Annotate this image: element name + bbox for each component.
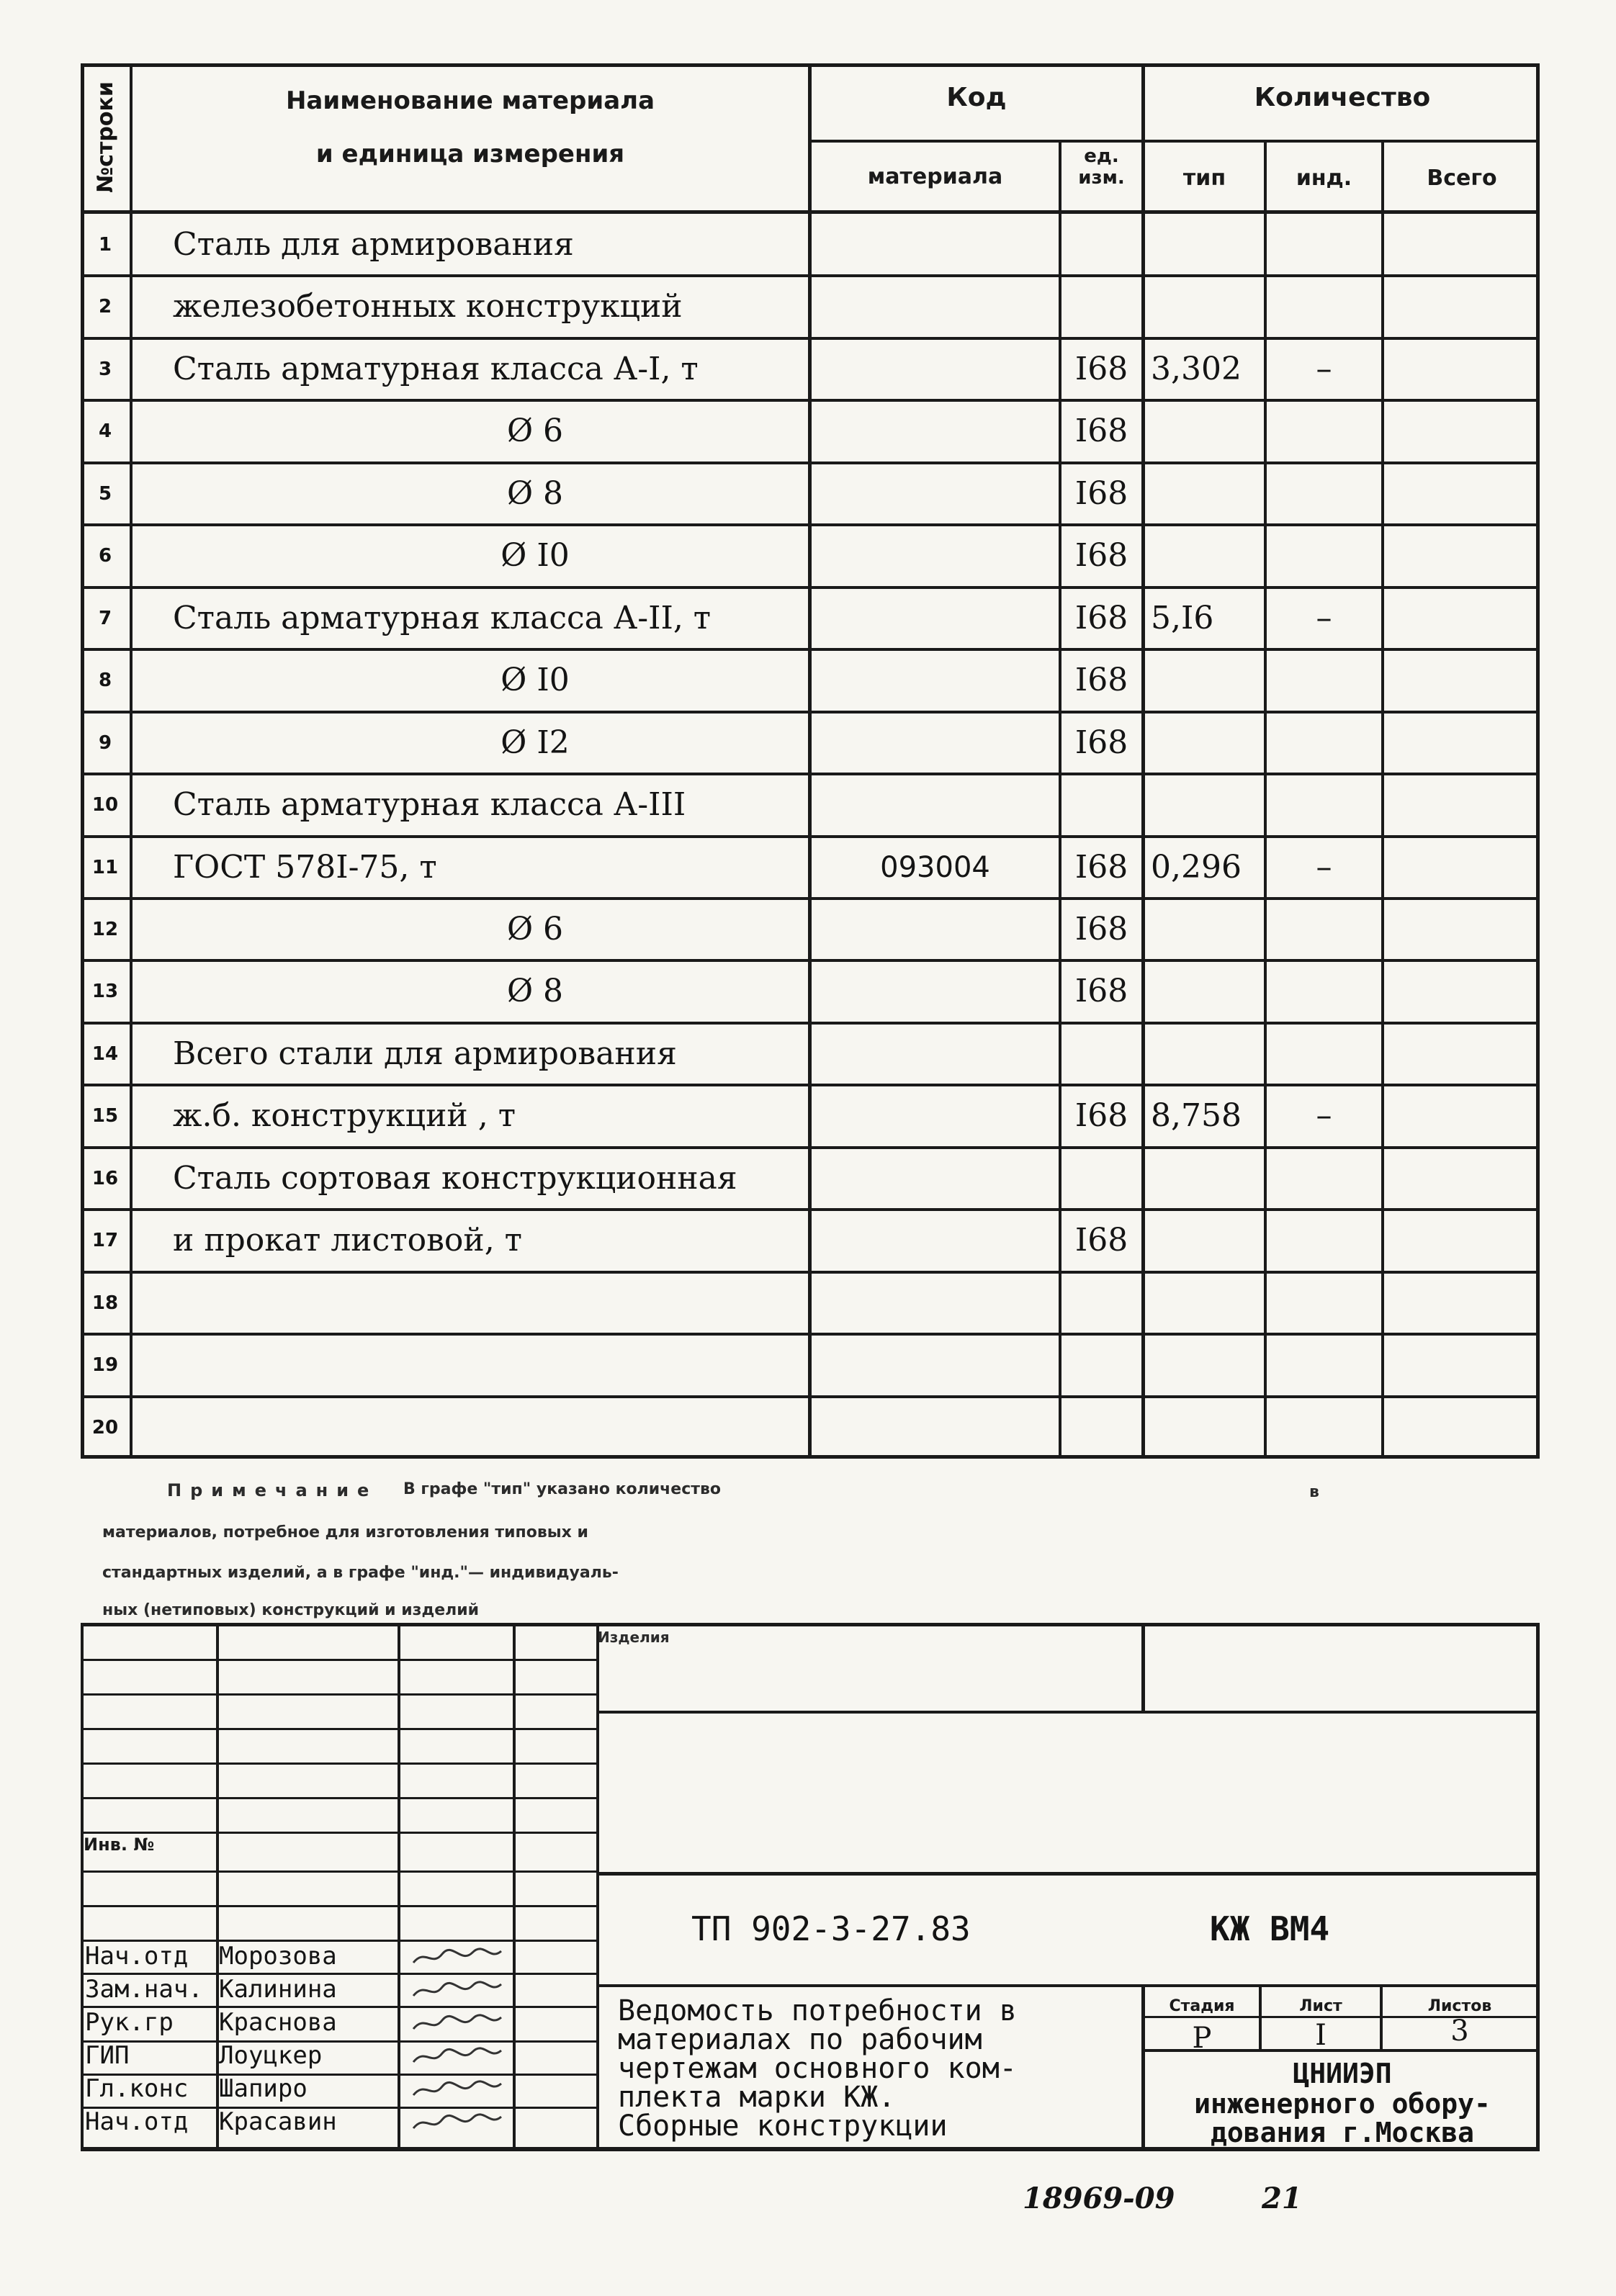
material-name: Сталь арматурная класса А-II, т bbox=[173, 599, 712, 636]
signer-name: Лоуцкер bbox=[219, 2041, 323, 2070]
document-title-line-5: Сборные конструкции bbox=[618, 2110, 948, 2143]
row-line bbox=[808, 140, 1540, 143]
grid-line bbox=[81, 1623, 84, 2151]
grid-line bbox=[81, 1728, 596, 1730]
signer-name: Шапиро bbox=[219, 2074, 308, 2103]
material-code bbox=[812, 276, 1059, 338]
qty-total bbox=[1384, 1023, 1540, 1085]
note-stray-mark: в bbox=[1309, 1483, 1319, 1501]
code-header: Код bbox=[946, 83, 1007, 112]
qty-ind bbox=[1267, 463, 1381, 525]
qty-total bbox=[1384, 214, 1540, 276]
qty-total bbox=[1384, 837, 1540, 899]
inv-number-label: Инв. № bbox=[84, 1834, 155, 1855]
material-name: Ø I0 bbox=[500, 537, 570, 575]
code-material-header: материала bbox=[867, 164, 1003, 189]
grid-line bbox=[81, 1905, 596, 1907]
material-code bbox=[812, 525, 1059, 587]
note-line-2: материалов, потребное для изготовления типовых и bbox=[102, 1523, 588, 1541]
grid-line bbox=[81, 1762, 596, 1765]
unit-code: I68 bbox=[1074, 599, 1128, 636]
material-code bbox=[812, 899, 1059, 960]
qty-type bbox=[1145, 1210, 1264, 1271]
signer-role: ГИП bbox=[85, 2041, 130, 2070]
qty-total bbox=[1384, 400, 1540, 462]
qty-type-header: тип bbox=[1182, 166, 1226, 191]
qty-type: 5,I6 bbox=[1151, 599, 1214, 636]
qty-total bbox=[1384, 649, 1540, 711]
material-code: 093004 bbox=[880, 850, 990, 884]
row-number: 14 bbox=[91, 1043, 119, 1065]
qty-total-header: Всего bbox=[1427, 166, 1497, 191]
material-code bbox=[812, 1210, 1059, 1271]
qty-total bbox=[1384, 338, 1540, 400]
unit-code: I68 bbox=[1074, 662, 1128, 699]
unit-code bbox=[1061, 276, 1141, 338]
material-code bbox=[812, 1148, 1059, 1210]
qty-type bbox=[1145, 463, 1264, 525]
grid-line bbox=[81, 1693, 596, 1696]
grid-line bbox=[1141, 1623, 1145, 1711]
stage-value: Р bbox=[1192, 2022, 1212, 2055]
unit-code: I68 bbox=[1074, 1222, 1128, 1259]
unit-code: I68 bbox=[1074, 973, 1128, 1010]
qty-total bbox=[1384, 960, 1540, 1022]
material-code bbox=[812, 400, 1059, 462]
qty-type: 8,758 bbox=[1151, 1097, 1242, 1135]
row-number: 20 bbox=[91, 1416, 119, 1439]
grid-line bbox=[596, 1623, 599, 2151]
signer-role: Гл.конс bbox=[85, 2074, 189, 2103]
row-number: 10 bbox=[91, 794, 119, 816]
sheet-value: I bbox=[1315, 2019, 1327, 2052]
material-code bbox=[812, 649, 1059, 711]
unit-code bbox=[1061, 1272, 1141, 1334]
row-number: 4 bbox=[98, 420, 112, 443]
qty-ind bbox=[1267, 960, 1381, 1022]
unit-code bbox=[1061, 774, 1141, 836]
qty-type bbox=[1145, 400, 1264, 462]
qty-ind bbox=[1267, 1148, 1381, 1210]
signature-scribble bbox=[410, 1978, 504, 2002]
document-title-line-1: Ведомость потребности в bbox=[618, 1994, 1017, 2027]
qty-total bbox=[1384, 1148, 1540, 1210]
grid-line bbox=[81, 1659, 596, 1661]
material-name: Сталь сортовая конструкционная bbox=[173, 1159, 737, 1197]
qty-type bbox=[1145, 1272, 1264, 1334]
grid-line bbox=[596, 1984, 1540, 1987]
signer-role: Зам.нач. bbox=[85, 1975, 203, 2004]
qty-total bbox=[1384, 1397, 1540, 1459]
material-name: и прокат листовой, т bbox=[173, 1222, 523, 1259]
material-code bbox=[812, 1085, 1059, 1147]
material-name: ГОСТ 578I-75, т bbox=[173, 848, 437, 886]
qty-type bbox=[1145, 899, 1264, 960]
qty-ind: – bbox=[1316, 848, 1332, 886]
qty-ind bbox=[1267, 525, 1381, 587]
unit-code: I68 bbox=[1074, 413, 1128, 450]
qty-ind bbox=[1267, 400, 1381, 462]
qty-type bbox=[1145, 1023, 1264, 1085]
title-small-caption: Изделия bbox=[598, 1629, 670, 1646]
row-number: 16 bbox=[91, 1167, 119, 1189]
signature-scribble bbox=[410, 2045, 504, 2068]
qty-ind bbox=[1267, 1397, 1381, 1459]
qty-ind bbox=[1267, 1334, 1381, 1396]
qty-total bbox=[1384, 525, 1540, 587]
unit-code bbox=[1061, 1334, 1141, 1396]
sheet-label: Лист bbox=[1299, 1997, 1342, 2015]
material-code bbox=[812, 960, 1059, 1022]
material-name: Ø I2 bbox=[500, 724, 570, 761]
qty-total bbox=[1384, 899, 1540, 960]
material-name bbox=[133, 1397, 808, 1459]
organization-line-3: дования г.Москва bbox=[1210, 2117, 1475, 2148]
qty-total bbox=[1384, 587, 1540, 649]
qty-type bbox=[1145, 649, 1264, 711]
signer-name: Краснова bbox=[219, 2008, 337, 2037]
row-number: 6 bbox=[98, 545, 112, 567]
material-code bbox=[812, 712, 1059, 774]
signature-scribble bbox=[410, 1945, 504, 1968]
qty-total bbox=[1384, 1272, 1540, 1334]
qty-ind bbox=[1267, 899, 1381, 960]
sheets-label: Листов bbox=[1427, 1997, 1492, 2015]
note-line-4: ных (нетиповых) конструкций и изделий bbox=[102, 1601, 480, 1619]
signature-scribble bbox=[410, 2012, 504, 2035]
qty-type bbox=[1145, 774, 1264, 836]
stage-label: Стадия bbox=[1169, 1997, 1235, 2015]
row-number: 19 bbox=[91, 1354, 119, 1377]
qty-type bbox=[1145, 1397, 1264, 1459]
material-code bbox=[812, 338, 1059, 400]
grid-line bbox=[513, 1623, 516, 2151]
unit-code bbox=[1061, 1397, 1141, 1459]
qty-ind bbox=[1267, 214, 1381, 276]
qty-ind: – bbox=[1316, 350, 1332, 387]
grid-line bbox=[81, 1797, 596, 1799]
unit-code bbox=[1061, 214, 1141, 276]
material-name: Сталь для армирования bbox=[173, 226, 574, 263]
qty-total bbox=[1384, 276, 1540, 338]
unit-code: I68 bbox=[1074, 910, 1128, 947]
material-code bbox=[812, 463, 1059, 525]
unit-code: I68 bbox=[1074, 724, 1128, 761]
row-number: 12 bbox=[91, 918, 119, 940]
signer-role: Нач.отд bbox=[85, 1942, 189, 1971]
signature-scribble bbox=[410, 2111, 504, 2134]
signature-scribble bbox=[410, 2078, 504, 2101]
qty-total bbox=[1384, 463, 1540, 525]
quantity-header: Количество bbox=[1254, 83, 1431, 112]
qty-total bbox=[1384, 774, 1540, 836]
material-name: Ø I0 bbox=[500, 662, 570, 699]
material-name: железобетонных конструкций bbox=[173, 288, 683, 325]
qty-ind: – bbox=[1316, 1097, 1332, 1135]
grid-line bbox=[596, 1711, 1540, 1714]
organization-line-2: инженерного обору- bbox=[1194, 2088, 1491, 2120]
qty-ind bbox=[1267, 1023, 1381, 1085]
row-number: 2 bbox=[98, 296, 112, 318]
signer-name: Красавин bbox=[219, 2107, 337, 2136]
unit-code bbox=[1061, 1023, 1141, 1085]
row-number: 3 bbox=[98, 358, 112, 380]
unit-code: I68 bbox=[1074, 848, 1128, 886]
qty-ind: – bbox=[1316, 599, 1332, 636]
document-title-line-4: плекта марки КЖ. bbox=[618, 2081, 896, 2114]
grid-line bbox=[81, 1832, 596, 1834]
qty-total bbox=[1384, 1085, 1540, 1147]
note-line-1: В графе "тип" указано количество bbox=[403, 1480, 722, 1498]
material-code bbox=[812, 1397, 1059, 1459]
qty-type bbox=[1145, 960, 1264, 1022]
row-number: 1 bbox=[98, 234, 112, 256]
unit-code: I68 bbox=[1074, 537, 1128, 575]
material-name: Ø 6 bbox=[506, 413, 564, 450]
note-heading: Примечание bbox=[167, 1480, 378, 1500]
row-number: 18 bbox=[91, 1292, 119, 1314]
qty-ind bbox=[1267, 1210, 1381, 1271]
archive-number: 18969-09 bbox=[1023, 2182, 1175, 2215]
qty-ind bbox=[1267, 1272, 1381, 1334]
material-name bbox=[133, 1272, 808, 1334]
document-code: ТП 902-3-27.83 bbox=[691, 1909, 971, 1948]
material-name: Всего стали для армирования bbox=[173, 1035, 677, 1072]
page-number: 21 bbox=[1262, 2182, 1302, 2215]
qty-ind bbox=[1267, 649, 1381, 711]
row-number: 8 bbox=[98, 670, 112, 692]
material-name bbox=[133, 1334, 808, 1396]
signer-name: Морозова bbox=[219, 1942, 337, 1971]
qty-type: 3,302 bbox=[1151, 350, 1242, 387]
qty-type bbox=[1145, 276, 1264, 338]
row-number: 15 bbox=[91, 1105, 119, 1127]
qty-total bbox=[1384, 712, 1540, 774]
grid-line bbox=[596, 1872, 1540, 1876]
row-number: 11 bbox=[91, 856, 119, 878]
qty-type bbox=[1145, 1148, 1264, 1210]
row-number: 13 bbox=[91, 981, 119, 1003]
material-code bbox=[812, 214, 1059, 276]
qty-total bbox=[1384, 1334, 1540, 1396]
material-name: Сталь арматурная класса А-I, т bbox=[173, 350, 699, 387]
grid-line bbox=[398, 1623, 400, 2151]
unit-code: I68 bbox=[1074, 350, 1128, 387]
signer-role: Нач.отд bbox=[85, 2107, 189, 2136]
row-number: 17 bbox=[91, 1230, 119, 1252]
name-header-line2: и единица измерения bbox=[315, 140, 625, 168]
material-name: Ø 8 bbox=[506, 973, 564, 1010]
material-name: Сталь арматурная класса А-III bbox=[173, 786, 686, 824]
qty-ind bbox=[1267, 774, 1381, 836]
material-code bbox=[812, 1272, 1059, 1334]
material-code bbox=[812, 587, 1059, 649]
unit-code: I68 bbox=[1074, 474, 1128, 512]
qty-ind bbox=[1267, 712, 1381, 774]
name-header-line1: Наименование материала bbox=[285, 86, 655, 115]
qty-total bbox=[1384, 1210, 1540, 1271]
signer-role: Рук.гр bbox=[85, 2008, 174, 2037]
document-title-line-2: материалах по рабочим bbox=[618, 2023, 982, 2056]
note-line-3: стандартных изделий, а в графе "инд."— индивидуаль- bbox=[102, 1564, 619, 1582]
qty-type bbox=[1145, 1334, 1264, 1396]
material-name: Ø 6 bbox=[506, 910, 564, 947]
row-number: 7 bbox=[98, 607, 112, 629]
material-code bbox=[812, 1334, 1059, 1396]
qty-type bbox=[1145, 525, 1264, 587]
signer-name: Калинина bbox=[219, 1975, 337, 2004]
document-title-line-3: чертежам основного ком- bbox=[618, 2052, 1017, 2085]
material-code bbox=[812, 774, 1059, 836]
qty-type bbox=[1145, 712, 1264, 774]
material-name: Ø 8 bbox=[506, 474, 564, 512]
material-code bbox=[812, 1023, 1059, 1085]
document-mark: КЖ ВМ4 bbox=[1210, 1909, 1330, 1948]
grid-line bbox=[81, 1870, 596, 1873]
row-number-header: №строки bbox=[92, 81, 118, 193]
unit-code: I68 bbox=[1074, 1097, 1128, 1135]
sheets-value: 3 bbox=[1450, 2014, 1469, 2048]
material-name: ж.б. конструкций , т bbox=[173, 1097, 516, 1135]
organization-line-1: ЦНИИЭП bbox=[1293, 2058, 1392, 2089]
row-number: 9 bbox=[98, 731, 112, 754]
code-unit-header: ед. изм. bbox=[1078, 145, 1125, 189]
row-number: 5 bbox=[98, 482, 112, 505]
qty-ind bbox=[1267, 276, 1381, 338]
unit-code bbox=[1061, 1148, 1141, 1210]
qty-type bbox=[1145, 214, 1264, 276]
qty-type: 0,296 bbox=[1151, 848, 1242, 886]
qty-ind-header: инд. bbox=[1296, 166, 1352, 191]
